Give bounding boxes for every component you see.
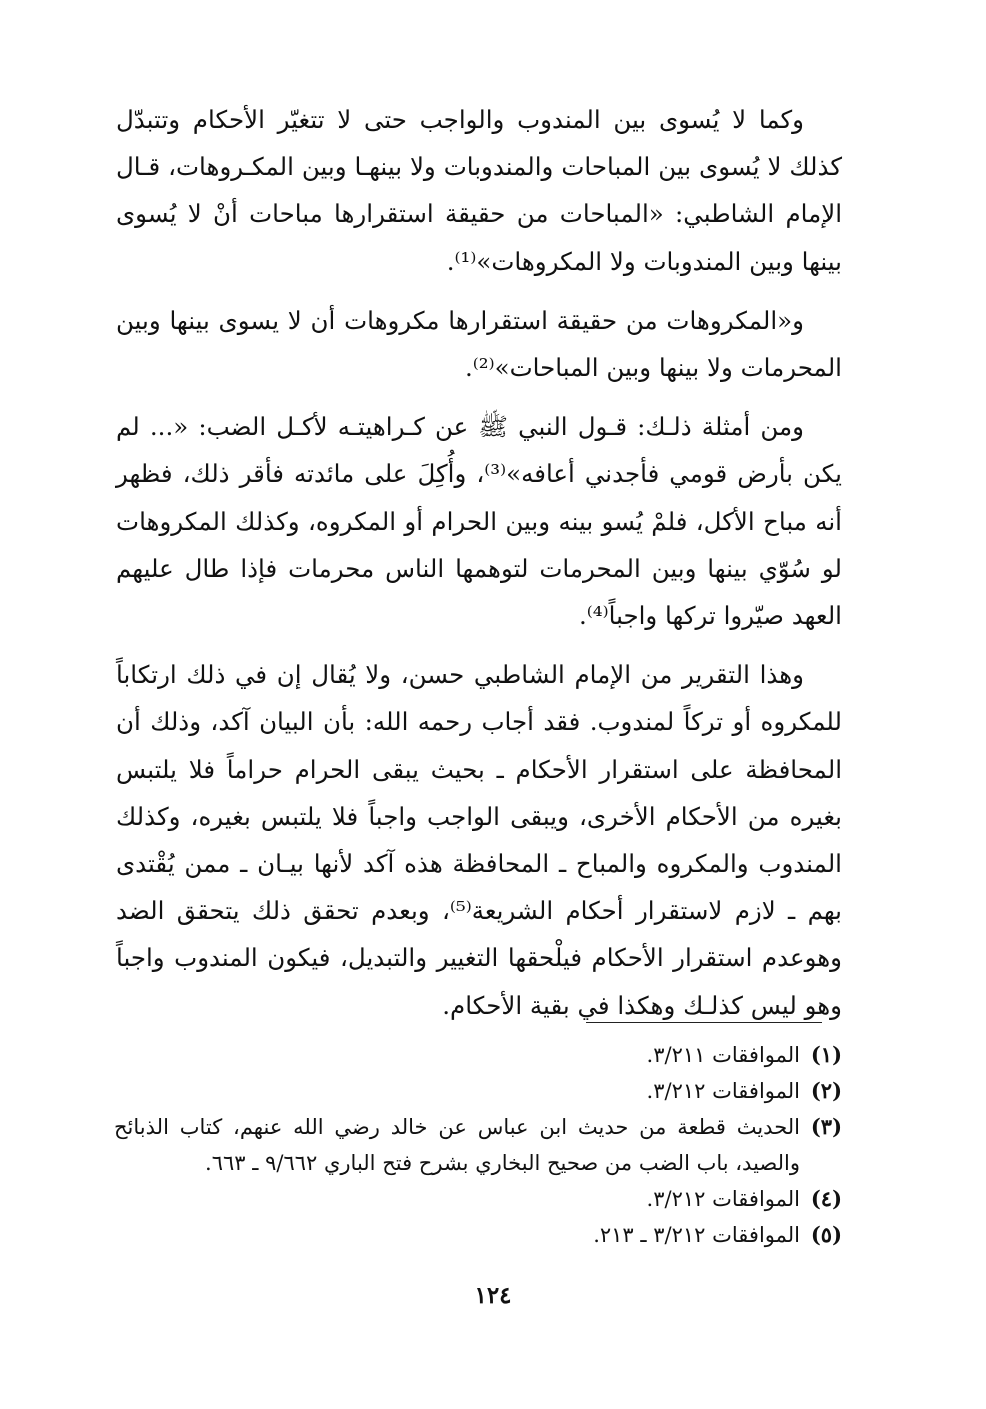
footnote-text: الحديث قطعة من حديث ابن عباس عن خالد رضي الله عنهم، كتاب الذبائح والصيد، باب الضب من صحيح البخاري بشرح فتح الباري ٩/٦٦٢ ـ ٦٦٣.: [114, 1115, 800, 1175]
footnote-number: (١): [810, 1042, 842, 1067]
footnote-text: الموافقات ٣/٢١٢.: [646, 1079, 800, 1103]
footnote-4: [114, 1181, 842, 1217]
paragraph-3: ومن أمثلة ذلـك: قـول النبي ﷺ عن كـراهيتـه لأكـل الضب: «... لم يكن بأرض قومي فأجدني أعافه»⁽³⁾، وأُكِلَ على مائدته فأقر ذلك، فظهر أنه مباح الأكل، فلمْ يُسو بينه وبين الحرام أو المكروه، وكذلك المكروهات لو سُوّي بينها وبين المحرمات لتوهمها الناس محرمات فإذا طال عليهم العهد صيّروا تركها واجباً⁽⁴⁾.: [116, 412, 843, 631]
page-number: ١٢٤: [474, 1282, 512, 1309]
paragraph-2: و«المكروهات من حقيقة استقرارها مكروهات أن لا يسوى بينها وبين المحرمات ولا بينها وبين المباحات»⁽²⁾.: [116, 305, 842, 383]
paragraph-1: وكما لا يُسوى بين المندوب والواجب حتى لا تتغيّر الأحكام وتتبدّل كذلك لا يُسوى بين المباحات والمندوبات ولا بينهـا وبين المكـروهات، قـال الإمام الشاطبي: «المباحات من حقيقة استقرارها مباحات أنْ لا يُسوى بينها وبين المندوبات ولا المكروهات»⁽¹⁾.: [116, 105, 842, 276]
footnote-text: الموافقات ٣/٢١٢.: [646, 1187, 800, 1211]
footnote-number: (٣): [810, 1114, 842, 1139]
footnote-2: [114, 1073, 842, 1109]
main-text: [116, 96, 842, 1029]
footnotes-list: [114, 1037, 842, 1253]
footnote-5: [114, 1217, 842, 1253]
paragraph-4: وهذا التقرير من الإمام الشاطبي حسن، ولا يُقال إن في ذلك ارتكاباً للمكروه أو تركاً لمندوب. فقد أجاب رحمه الله: بأن البيان آكد، وذلك أن المحافظة على استقرار الأحكام ـ بحيث يبقى الحرام حراماً فلا يلتبس بغيره من الأحكام الأخرى، ويبقى الواجب واجباً فلا يلتبس بغيره، وكذلك المندوب والمكروه والمباح ـ المحافظة هذه آكد لأنها بيـان ـ ممن يُقْتدى بهم ـ لازم لاستقرار أحكام الشريعة⁽⁵⁾، وبعدم تحقق ذلك يتحقق الضد وهوعدم استقرار الأحكام فيلْحقها التغيير والتبديل، فيكون المندوب واجباً وهو ليس كذلـك وهكذا في بقية الأحكام.: [116, 660, 842, 1020]
footnote-number: (٢): [810, 1078, 842, 1103]
footnote-separator: [586, 1022, 822, 1023]
footnote-1: [114, 1037, 842, 1073]
footnote-number: (٤): [810, 1186, 842, 1211]
footnote-3: [114, 1109, 842, 1181]
footnote-text: الموافقات ٣/٢١٢ ـ ٢١٣.: [593, 1223, 800, 1247]
footnote-text: الموافقات ٣/٢١١.: [646, 1043, 800, 1067]
footnote-number: (٥): [810, 1222, 842, 1247]
